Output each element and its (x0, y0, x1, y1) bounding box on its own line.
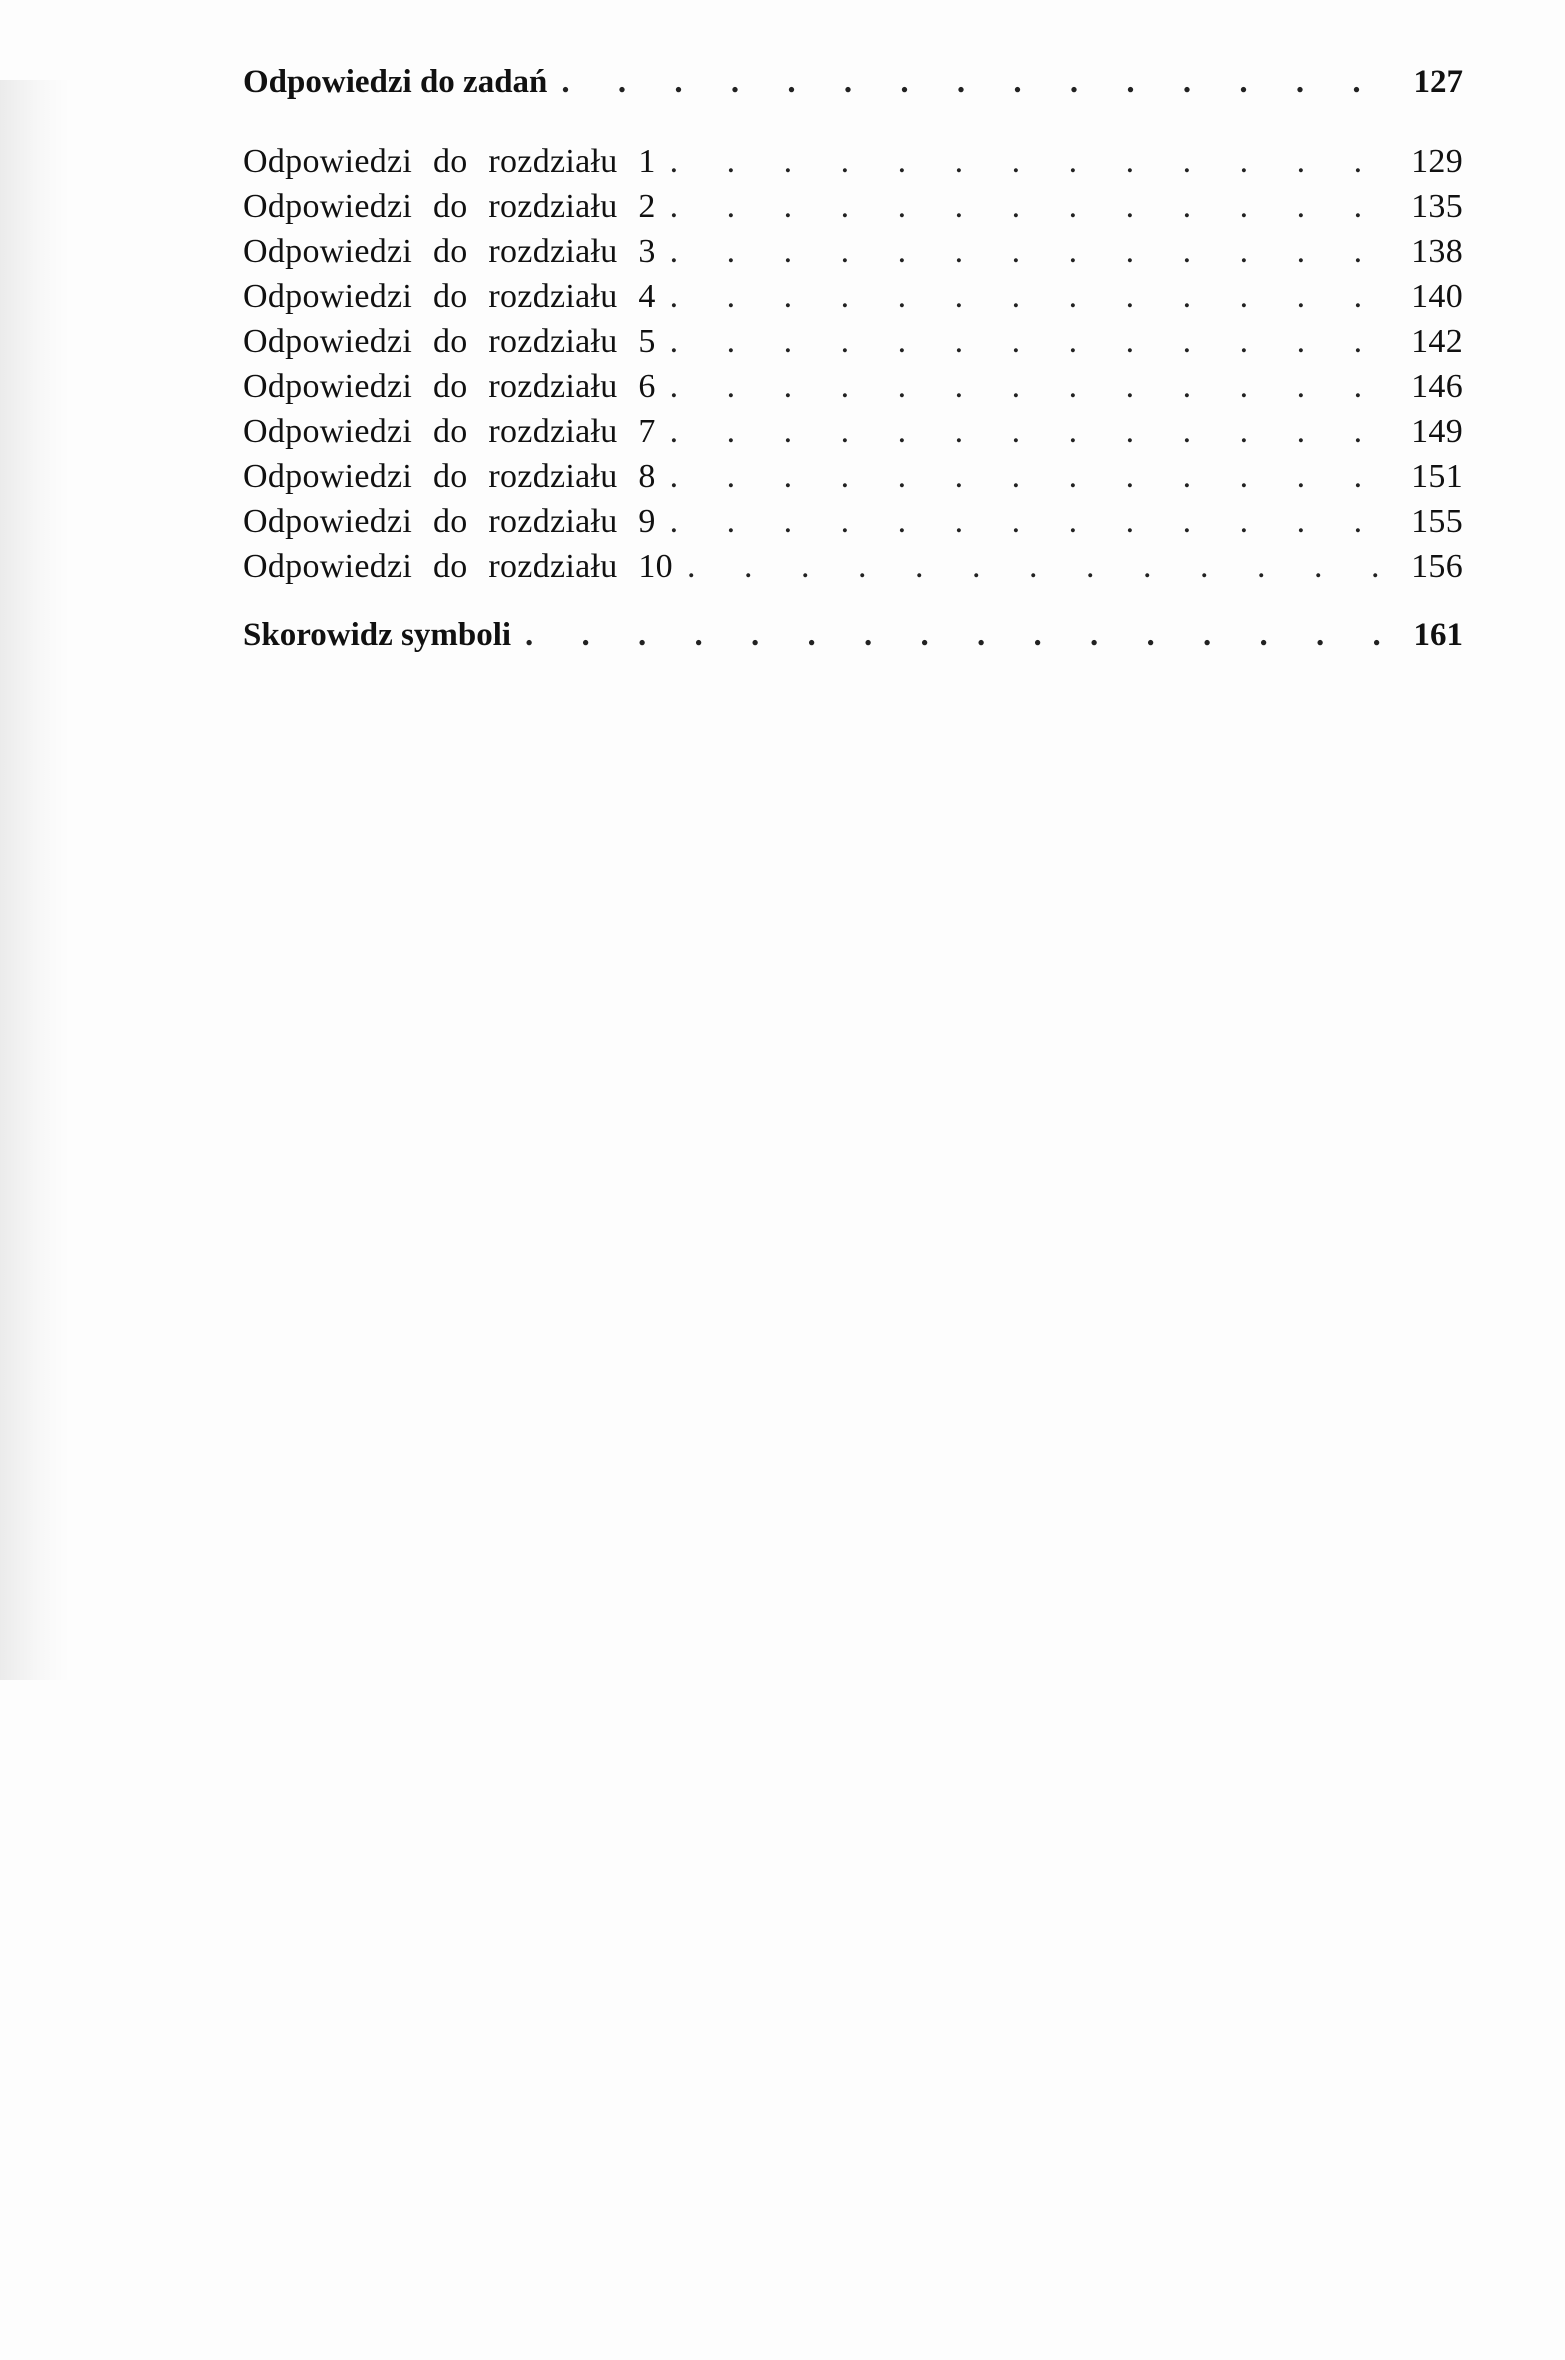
toc-entry-page: 142 (1411, 323, 1463, 360)
toc-entry-chapter-10[interactable] (243, 544, 1463, 589)
toc-entry-title: Odpowiedzi do rozdziału 3 (243, 233, 656, 270)
toc-entry-title: Odpowiedzi do rozdziału 6 (243, 368, 656, 405)
toc-entry-title: Skorowidz symboli (243, 617, 512, 653)
dot-leader (670, 409, 1397, 454)
table-of-contents (243, 60, 1463, 658)
toc-entry-chapter-3[interactable] (243, 229, 1463, 274)
dot-leader (561, 60, 1397, 105)
toc-entry-page: 151 (1411, 458, 1463, 495)
toc-entry-page: 127 (1413, 64, 1463, 100)
toc-entry-title: Odpowiedzi do rozdziału 8 (243, 458, 656, 495)
toc-entry-title: Odpowiedzi do rozdziału 4 (243, 278, 656, 315)
toc-entry-chapter-4[interactable] (243, 274, 1463, 319)
toc-entry-title: Odpowiedzi do rozdziału 2 (243, 188, 656, 225)
toc-entry-title: Odpowiedzi do zadań (243, 64, 548, 100)
toc-entry-page: 146 (1411, 368, 1463, 405)
dot-leader (670, 364, 1397, 409)
dot-leader (670, 454, 1397, 499)
toc-entry-title: Odpowiedzi do rozdziału 5 (243, 323, 656, 360)
dot-leader (525, 613, 1397, 658)
toc-entry-chapter-6[interactable] (243, 364, 1463, 409)
toc-entry-page: 138 (1411, 233, 1463, 270)
toc-entry-chapter-2[interactable] (243, 184, 1463, 229)
toc-entry-page: 135 (1411, 188, 1463, 225)
toc-entry-page: 129 (1411, 143, 1463, 180)
toc-entry-title: Odpowiedzi do rozdziału 9 (243, 503, 656, 540)
dot-leader (687, 544, 1397, 589)
toc-entry-page: 156 (1411, 548, 1463, 585)
dot-leader (670, 274, 1397, 319)
toc-entry-page: 155 (1411, 503, 1463, 540)
toc-entry-chapter-9[interactable] (243, 499, 1463, 544)
toc-entry-chapter-8[interactable] (243, 454, 1463, 499)
toc-entry-symbol-index[interactable] (243, 613, 1463, 658)
toc-entry-title: Odpowiedzi do rozdziału 10 (243, 548, 673, 585)
toc-entry-title: Odpowiedzi do rozdziału 1 (243, 143, 656, 180)
toc-entry-page: 149 (1411, 413, 1463, 450)
toc-entry-chapter-1[interactable] (243, 139, 1463, 184)
toc-entry-chapter-7[interactable] (243, 409, 1463, 454)
scan-edge-shadow (0, 80, 70, 1680)
toc-entry-chapter-5[interactable] (243, 319, 1463, 364)
toc-entry-answers-heading[interactable] (243, 60, 1463, 105)
dot-leader (670, 319, 1397, 364)
dot-leader (670, 184, 1397, 229)
toc-entry-title: Odpowiedzi do rozdziału 7 (243, 413, 656, 450)
dot-leader (670, 229, 1397, 274)
dot-leader (670, 139, 1397, 184)
dot-leader (670, 499, 1397, 544)
toc-entry-page: 161 (1413, 617, 1463, 653)
toc-entry-page: 140 (1411, 278, 1463, 315)
